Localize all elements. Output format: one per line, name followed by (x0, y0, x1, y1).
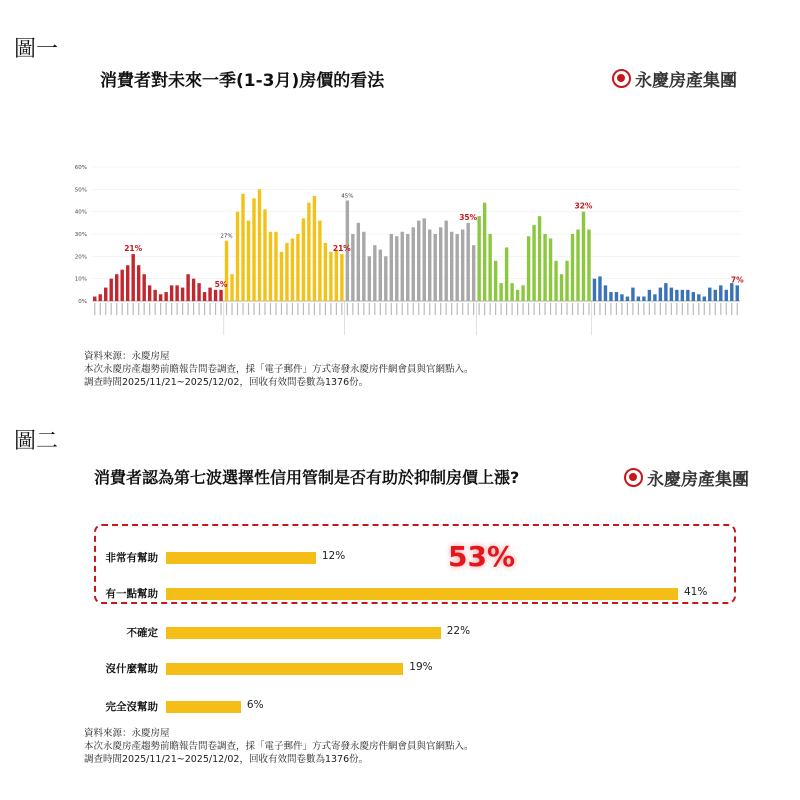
bar (302, 218, 305, 301)
y-tick-label: 30% (74, 232, 87, 238)
value-label: 19% (409, 661, 433, 673)
source-line: 資料來源：永慶房屋 (84, 351, 170, 362)
bar (166, 701, 241, 713)
brand-logo-icon (624, 468, 643, 487)
bar (373, 245, 376, 301)
bar (714, 290, 717, 301)
bar (412, 227, 415, 301)
bar (697, 294, 700, 301)
bar (686, 290, 689, 301)
bar (166, 627, 441, 639)
bar (648, 290, 651, 301)
bar (285, 243, 288, 301)
band-rise: 看漲：32%→26%→29%→20%→26% (84, 110, 268, 122)
bar (483, 203, 486, 301)
bar (175, 285, 178, 301)
bar (466, 223, 469, 301)
bar (258, 189, 261, 301)
bar (642, 297, 645, 301)
bar (247, 221, 250, 301)
value-label: 12% (321, 550, 346, 562)
bar (434, 234, 437, 301)
bar (131, 254, 134, 301)
figure-1-source (84, 350, 474, 389)
bar (236, 212, 239, 301)
bar (197, 283, 200, 301)
figure-2-title: 消費者認為第七波選擇性信用管制是否有助於抑制房價上漲? (94, 468, 520, 487)
bar (664, 283, 667, 301)
figure-2-brand (624, 465, 749, 490)
source-line: 資料來源：永慶房屋 (84, 728, 170, 739)
bar (263, 209, 266, 301)
bar (538, 216, 541, 301)
bar (225, 241, 228, 301)
bar (423, 218, 426, 301)
brand-name: 永慶房產集團 (647, 470, 749, 490)
bar (166, 588, 678, 600)
data-label: 21% (124, 244, 143, 254)
bar (532, 225, 535, 301)
bar (615, 292, 618, 301)
figure-2-label: 圖二 (14, 429, 59, 454)
bar (340, 254, 343, 301)
bar (703, 297, 706, 301)
bar (166, 552, 316, 564)
bar (280, 252, 283, 301)
source-line: 本次永慶房產趨勢前瞻報告問卷調查，採「電子郵件」方式寄發永慶房件網會員與官網點入。 (84, 741, 474, 752)
bar (166, 663, 403, 675)
bar (499, 283, 502, 301)
bar (104, 288, 107, 301)
bar (121, 270, 124, 301)
bar (609, 292, 612, 301)
bar (307, 203, 310, 301)
bar (598, 276, 601, 301)
bar (527, 236, 530, 301)
bar (494, 261, 497, 301)
bar (593, 279, 596, 301)
bar (274, 232, 277, 301)
bar (626, 297, 629, 301)
y-tick-label: 50% (74, 187, 87, 194)
bar (296, 234, 299, 301)
bar (653, 294, 656, 301)
band-flat: 持平：35%→31%→34%→30%→35% (308, 110, 492, 122)
bar (137, 265, 140, 301)
highlight-percent: 53% (448, 540, 516, 573)
bar (318, 221, 321, 301)
bar (708, 288, 711, 301)
bar (730, 283, 733, 301)
bar (455, 234, 458, 301)
bar (93, 297, 96, 301)
bar (521, 285, 524, 301)
bar (560, 274, 563, 301)
value-label: 6% (246, 699, 264, 711)
bar (505, 247, 508, 301)
category-label: 有一點幫助 (105, 588, 158, 600)
bar (159, 294, 162, 301)
bar (543, 234, 546, 301)
bar (203, 292, 206, 301)
bar (164, 292, 167, 301)
bar (208, 288, 211, 301)
bar (554, 261, 557, 301)
source-line: 調查時間2025/11/21~2025/12/02，回收有效問卷數為1376份。 (84, 754, 369, 765)
data-label: 45% (341, 193, 354, 200)
value-label: 22% (446, 625, 471, 637)
source-line: 調查時間2025/11/21~2025/12/02，回收有效問卷數為1376份。 (84, 377, 369, 388)
bar (241, 194, 244, 301)
bar (110, 279, 113, 301)
bar (604, 285, 607, 301)
bar (368, 256, 371, 301)
value-label: 41% (684, 586, 708, 598)
bar (384, 256, 387, 301)
bar (582, 212, 585, 301)
figure-2-source (84, 727, 474, 766)
bar (725, 290, 728, 301)
figure-1-brand (612, 66, 737, 91)
bar (252, 198, 255, 301)
bar (565, 261, 568, 301)
bar (192, 279, 195, 301)
bar (153, 290, 156, 301)
bar (439, 227, 442, 301)
bar (719, 285, 722, 301)
bar (351, 234, 354, 301)
bar (417, 221, 420, 301)
category-label: 完全沒幫助 (105, 701, 158, 713)
bar (681, 290, 684, 301)
bar (148, 285, 151, 301)
bar (362, 232, 365, 301)
bar (488, 234, 491, 301)
bar (219, 290, 222, 301)
bar (181, 288, 184, 301)
band-fall: 看跌：33%→43%→37%→50%→39% (532, 110, 716, 122)
bar (142, 274, 145, 301)
y-tick-label: 10% (74, 276, 87, 283)
figure-1-chart (60, 155, 750, 345)
bar (571, 234, 574, 301)
bar (576, 230, 579, 301)
data-label: 7% (730, 275, 744, 285)
bar (379, 250, 382, 301)
bar (214, 290, 217, 301)
bar (549, 238, 552, 301)
bar (115, 274, 118, 301)
bar (406, 234, 409, 301)
category-label: 不確定 (126, 627, 158, 639)
bar (620, 294, 623, 301)
bar (170, 285, 173, 301)
bar (324, 243, 327, 301)
y-tick-label: 20% (74, 254, 87, 261)
data-label: 32% (574, 201, 593, 211)
bar (692, 292, 695, 301)
bar (230, 274, 233, 301)
bar (428, 230, 431, 301)
bar (99, 294, 102, 301)
brand-name: 永慶房產集團 (635, 71, 737, 91)
bar (516, 290, 519, 301)
bar (445, 221, 448, 301)
bar (670, 288, 673, 301)
bar (659, 288, 662, 301)
bar (587, 230, 590, 301)
bar (450, 232, 453, 301)
bar (736, 285, 739, 301)
data-label: 27% (220, 233, 233, 240)
data-label: 21% (332, 244, 351, 254)
bar (472, 245, 475, 301)
bar (637, 297, 640, 301)
data-label: 35% (459, 212, 478, 222)
data-label: 5% (214, 279, 228, 289)
bar (186, 274, 189, 301)
bar (675, 290, 678, 301)
bar (401, 232, 404, 301)
bar (631, 288, 634, 301)
bar (126, 265, 129, 301)
bar (335, 250, 338, 301)
brand-logo-icon (612, 69, 631, 88)
category-label: 沒什麼幫助 (105, 663, 158, 675)
y-tick-label: 40% (74, 209, 87, 216)
figure-1-label: 圖一 (14, 37, 59, 62)
bar (313, 196, 316, 301)
category-label: 非常有幫助 (105, 552, 158, 564)
bar (395, 236, 398, 301)
bar (269, 232, 272, 301)
bar (461, 230, 464, 301)
bar (329, 252, 332, 301)
bar (390, 234, 393, 301)
figure-1-title: 消費者對未來一季(1-3月)房價的看法 (100, 71, 385, 91)
y-tick-label: 60% (74, 165, 87, 171)
bar (477, 216, 480, 301)
source-line: 本次永慶房產趨勢前瞻報告問卷調查，採「電子郵件」方式寄發永慶房件網會員與官網點入。 (84, 364, 474, 375)
bar (291, 238, 294, 301)
bar (357, 223, 360, 301)
y-tick-label: 0% (78, 299, 87, 305)
bar (510, 283, 513, 301)
